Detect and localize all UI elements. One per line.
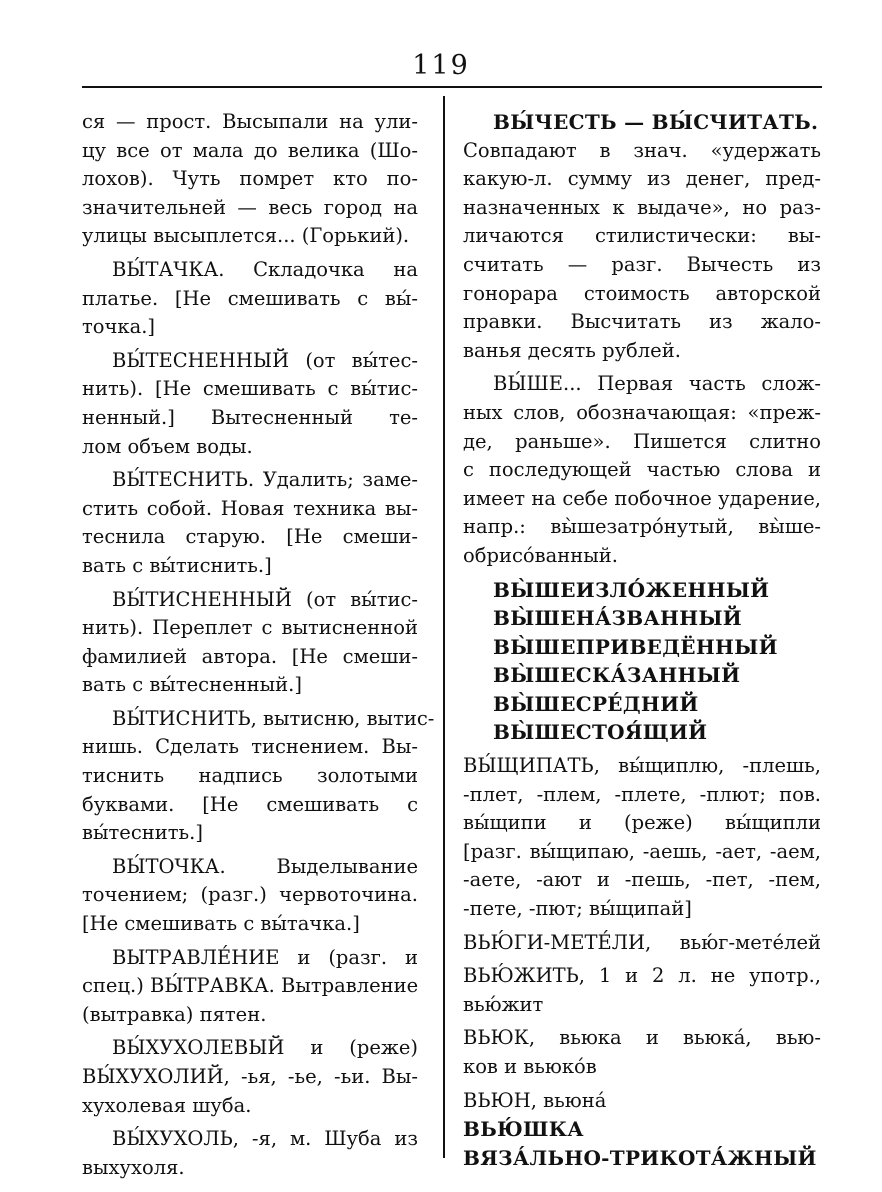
left-column-line: цу все от мала до велика (Шо- — [82, 138, 418, 162]
left-column-line: ВЫ́ТИСНИТЬ, вытисню, вытис- — [112, 706, 435, 730]
right-column-line: ВЫ́ШЕ... Первая часть слож- — [493, 372, 821, 396]
right-column-line: ВЬЮ́ШКА — [463, 1117, 584, 1142]
left-column-line: нить). Переплет с вытисненной — [82, 616, 418, 640]
right-column-line: -пете, -пют; вы́щипай] — [463, 897, 692, 921]
right-column-line: ВЫ̀ШЕИЗЛО́ЖЕННЫЙ — [493, 577, 770, 602]
left-column-line: точением; (разг.) червоточина. — [82, 883, 418, 907]
left-column-line: ВЫ́ТЕСНИТЬ. Удалить; заме- — [112, 468, 418, 492]
column-divider — [443, 96, 445, 1158]
right-column — [463, 108, 821, 1172]
left-column-line: нить). [Не смешивать с вы́тис- — [82, 377, 418, 401]
left-column-line: теснила старую. [Не смеши- — [82, 525, 418, 549]
left-column-line: ся — прост. Высыпали на ули- — [82, 110, 418, 133]
right-column-line: ванья десять рублей. — [463, 338, 681, 362]
right-column-line: считать — разг. Вычесть из — [463, 252, 821, 276]
right-column-line: ВЫ́ЧЕСТЬ — ВЫ́СЧИТАТЬ. — [493, 110, 819, 134]
right-column-line: назначенных к выдаче», но раз- — [463, 195, 821, 219]
right-column-line: ВЬЮ́ЖИТЬ, 1 и 2 л. не употр., — [463, 964, 821, 988]
page-number: 119 — [412, 50, 470, 81]
right-column-line: напр.: вы̀шезатро́нутый, вы̀ше- — [463, 515, 821, 539]
left-column-line: хухолевая шуба. — [82, 1093, 252, 1117]
left-column-line: значительней — весь город на — [82, 195, 418, 219]
left-column-line: лохов). Чуть помрет кто по- — [82, 167, 418, 191]
right-column-line: вью́жит — [463, 992, 544, 1016]
left-column-line: ВЫ́ХУХОЛЕВЫЙ и (реже) — [112, 1036, 418, 1060]
left-column-line: вы́теснить.] — [82, 821, 203, 845]
left-column-line: улицы высыплется... (Горький). — [82, 224, 410, 248]
header-rule — [82, 86, 822, 88]
left-column — [82, 108, 435, 1182]
right-column-line: ВЬЮК, вьюка и вьюка́, вью- — [463, 1026, 821, 1050]
right-column-line: ВЫ̀ШЕПРИВЕДЁННЫЙ — [493, 634, 778, 659]
left-column-line: ВЫ́ТОЧКА. Выделывание — [112, 854, 418, 878]
right-column-line: какую-л. сумму из денег, пред- — [463, 167, 821, 191]
right-column-line: обрисо́ванный. — [463, 543, 618, 567]
right-column-line: имеет на себе побочное ударение, — [463, 486, 821, 510]
right-column-line: ВЫ́ЩИПАТЬ, вы́щиплю, -плешь, — [463, 754, 821, 778]
left-column-line: вать с вы́тиснить.] — [82, 553, 272, 577]
right-column-line: вы́щипи и (реже) вы́щипли — [463, 811, 821, 835]
left-column-line: стить собой. Новая техника вы- — [82, 496, 418, 520]
left-column-line: точка.] — [82, 315, 156, 339]
left-column-line: [Не смешивать с вы́тачка.] — [82, 912, 360, 936]
left-column-line: нишь. Сделать тиснением. Вы- — [82, 735, 418, 759]
right-column-line: правки. Высчитать из жало- — [463, 310, 821, 334]
left-column-line: фамилией автора. [Не смеши- — [82, 644, 418, 668]
left-column-line: платье. [Не смешивать с вы́- — [82, 286, 418, 310]
left-column-line: буквами. [Не смешивать с — [82, 792, 418, 816]
left-column-line: ВЫ́ХУХОЛИЙ, -ья, -ье, -ьи. Вы- — [82, 1065, 418, 1088]
right-column-line: ВЬЮН, вьюна́ — [463, 1088, 607, 1112]
right-column-line: ВЫ̀ШЕСТОЯ́ЩИЙ — [493, 720, 708, 745]
right-column-line: ных слов, обозначающая: «преж- — [463, 400, 821, 424]
left-column-line: спец.) ВЫ́ТРАВКА. Вытравление — [82, 974, 419, 998]
left-column-line: ВЫ́ТАЧКА. Складочка на — [112, 257, 418, 281]
left-column-line: тиснить надпись золотыми — [82, 764, 418, 788]
right-column-line: гонорара стоимость авторской — [463, 281, 821, 305]
left-column-line: ВЫ́ТЕСНЕННЫЙ (от вы́тес- — [112, 348, 418, 372]
right-column-line: ВЫ̀ШЕНА́ЗВАННЫЙ — [493, 606, 742, 631]
left-column-line: ВЫ́ТИСНЕННЫЙ (от вы́тис- — [112, 587, 418, 611]
right-column-line: ВЫ̀ШЕСРЕ́ДНИЙ — [493, 691, 699, 716]
left-column-line: ВЫТРАВЛЕ́НИЕ и (разг. и — [112, 945, 418, 969]
right-column-line: ВЫ̀ШЕСКА́ЗАННЫЙ — [493, 663, 741, 688]
right-column-line: [разг. вы́щипаю, -аешь, -ает, -аем, — [463, 839, 821, 863]
right-column-line: де, раньше». Пишется слитно — [463, 429, 821, 453]
right-column-line: с последующей частью слова и — [463, 458, 821, 482]
right-column-line: ВЯЗА́ЛЬНО-ТРИКОТА́ЖНЫЙ — [463, 1145, 817, 1170]
left-column-line: (вытравка) пятен. — [82, 1002, 267, 1026]
right-column-line: Совпадают в знач. «удержать — [463, 138, 821, 162]
left-column-line: выхухоля. — [82, 1155, 185, 1179]
right-column-line: ВЬЮ́ГИ-МЕТЕ́ЛИ, вью́г-мете́лей — [463, 930, 821, 954]
left-column-line: вать с вы́тесненный.] — [82, 673, 302, 697]
right-column-line: -плет, -плем, -плете, -плют; пов. — [463, 782, 821, 806]
right-column-line: ков и вьюко́в — [463, 1055, 597, 1078]
left-column-line: ненный.] Вытесненный те- — [82, 405, 418, 429]
right-column-line: личаются стилистически: вы- — [463, 224, 821, 248]
left-column-line: лом объем воды. — [82, 434, 253, 458]
left-column-line: ВЫ́ХУХОЛЬ, -я, м. Шуба из — [112, 1127, 418, 1151]
right-column-line: -аете, -ают и -пешь, -пет, -пем, — [463, 868, 821, 892]
